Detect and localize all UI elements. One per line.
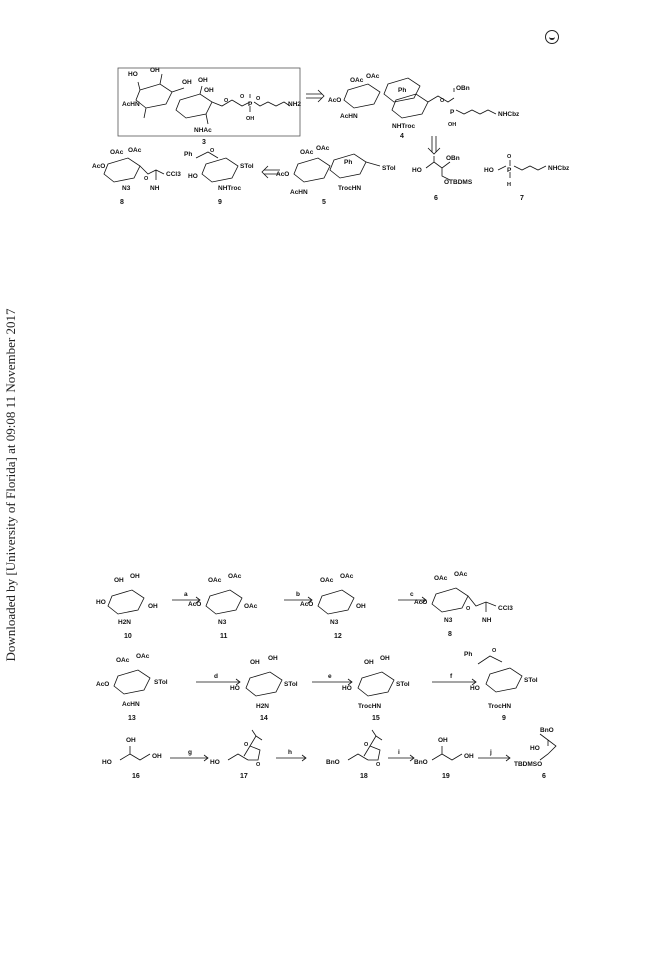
bb6-label-2: HO: [412, 167, 422, 174]
c11-label-4: N3: [218, 619, 227, 626]
c19-label-1: BnO: [414, 759, 428, 766]
c17-label-3: O: [256, 762, 261, 768]
target-number: 3: [202, 139, 206, 146]
c6-label-2: HO: [530, 745, 540, 752]
c11-label-5: OAc: [244, 603, 258, 610]
c6-label-3: TBDMSO: [514, 761, 543, 768]
c6-number: 6: [542, 773, 546, 780]
target-label-4: AcHN: [122, 101, 140, 108]
target-label-8: O: [224, 98, 229, 104]
bb7-label-1: HO: [484, 167, 494, 174]
target-label-11: OH: [246, 116, 255, 122]
step-f: f: [450, 673, 453, 680]
c11-number: 11: [220, 633, 228, 640]
target-label-6: OH: [204, 87, 214, 94]
bb8-label-1: OAc: [110, 149, 124, 156]
c8-label-1: OAc: [434, 575, 448, 582]
intermediate-label-9: P: [450, 109, 455, 116]
c18-number: 18: [360, 773, 368, 780]
retrosynthesis-scheme: [92, 60, 580, 215]
target-label-3: OH: [182, 79, 192, 86]
c15-label-1: OH: [364, 659, 374, 666]
target-label-12: O: [256, 96, 261, 102]
c9-number: 9: [502, 715, 506, 722]
c11-label-1: OAc: [208, 577, 222, 584]
c9-label-4: TrocHN: [488, 703, 512, 710]
c6-label-1: BnO: [540, 727, 554, 734]
bb6-number: 6: [434, 195, 438, 202]
intermediate-label-6: AcHN: [340, 113, 358, 120]
intermediate-label-5: OBn: [456, 85, 470, 92]
target-label-10: P: [248, 101, 253, 108]
intermediate-label-2: OAc: [366, 73, 380, 80]
intermediate-label-1: OAc: [350, 77, 364, 84]
c10-label-5: OH: [148, 603, 158, 610]
bb6-label-1: OBn: [446, 155, 460, 162]
c8-label-7: NH: [482, 617, 492, 624]
c16-label-1: HO: [102, 759, 112, 766]
c14-label-4: H2N: [256, 703, 270, 710]
c17-number: 17: [240, 773, 248, 780]
target-label-2: OH: [150, 67, 160, 74]
bb8-label-4: N3: [122, 185, 131, 192]
step-d: d: [214, 673, 218, 680]
disaccharide-label-3: AcO: [276, 171, 290, 178]
target-label-13: NH2: [288, 101, 302, 108]
c9-label-1: Ph: [464, 651, 473, 658]
disaccharide-label-2: OAc: [316, 145, 330, 152]
step-b: b: [296, 591, 300, 598]
c16-number: 16: [132, 773, 140, 780]
c8-label-3: AcO: [414, 599, 428, 606]
c10-label-4: H2N: [118, 619, 132, 626]
c13-number: 13: [128, 715, 136, 722]
c14-label-3: HO: [230, 685, 240, 692]
c11-label-3: AcO: [188, 601, 202, 608]
intermediate-number: 4: [400, 133, 404, 140]
c10-label-2: OH: [130, 573, 140, 580]
step-e: e: [328, 673, 332, 680]
intermediate-label-8: O: [440, 98, 445, 104]
c16-label-3: OH: [152, 753, 162, 760]
c10-number: 10: [124, 633, 132, 640]
c18-label-1: BnO: [326, 759, 340, 766]
step-i: i: [398, 749, 400, 756]
c15-label-4: TrocHN: [358, 703, 382, 710]
publisher-logo-icon: [545, 30, 559, 44]
c12-label-1: OAc: [320, 577, 334, 584]
c13-label-1: OAc: [116, 657, 130, 664]
c17-label-2: O: [244, 742, 249, 748]
bb7-label-2: P: [507, 167, 512, 174]
c12-label-5: OH: [356, 603, 366, 610]
bb8-label-7: NH: [150, 185, 160, 192]
disaccharide-label-6: TrocHN: [338, 185, 362, 192]
bb7-label-3: O: [507, 154, 512, 160]
c15-label-5: STol: [396, 681, 410, 688]
intermediate-label-10: OH: [448, 122, 457, 128]
disaccharide-label-4: AcHN: [290, 189, 308, 196]
target-label-5: OH: [198, 77, 208, 84]
c8-label-5: O: [466, 606, 471, 612]
c10-label-1: OH: [114, 577, 124, 584]
c14-label-1: OH: [250, 659, 260, 666]
intermediate-label-3: AcO: [328, 97, 342, 104]
disaccharide-label-1: OAc: [300, 149, 314, 156]
c12-label-2: OAc: [340, 573, 354, 580]
bb9-label-4: NHTroc: [218, 185, 242, 192]
bb8-label-2: OAc: [128, 147, 142, 154]
c10-label-3: HO: [96, 599, 106, 606]
bb6-label-3: OTBDMS: [444, 179, 473, 186]
c13-label-2: OAc: [136, 653, 150, 660]
synthesis-scheme: [96, 560, 580, 800]
step-c: c: [410, 591, 414, 598]
disaccharide-number: 5: [322, 199, 326, 206]
bb9-label-3: HO: [188, 173, 198, 180]
c11-label-2: OAc: [228, 573, 242, 580]
c14-label-5: STol: [284, 681, 298, 688]
c9-label-3: HO: [470, 685, 480, 692]
c13-label-5: STol: [154, 679, 168, 686]
intermediate-label-7: NHTroc: [392, 123, 416, 130]
c9-label-5: STol: [524, 677, 538, 684]
c14-number: 14: [260, 715, 268, 722]
c18-label-3: O: [376, 762, 381, 768]
c19-number: 19: [442, 773, 450, 780]
c19-label-3: OH: [464, 753, 474, 760]
bb8-label-3: AcO: [92, 163, 106, 170]
c15-label-2: OH: [380, 655, 390, 662]
step-h: h: [288, 749, 292, 756]
bb7-number: 7: [520, 195, 524, 202]
c13-label-3: AcO: [96, 681, 110, 688]
bb9-label-1: Ph: [184, 151, 193, 158]
c12-label-4: N3: [330, 619, 339, 626]
c9-label-2: O: [492, 648, 497, 654]
c8-number: 8: [448, 631, 452, 638]
c18-label-2: O: [364, 742, 369, 748]
disaccharide-label-7: STol: [382, 165, 396, 172]
c12-label-3: AcO: [300, 601, 314, 608]
c12-number: 12: [334, 633, 342, 640]
target-box: [118, 68, 300, 136]
c8-label-2: OAc: [454, 571, 468, 578]
bb7-label-5: NHCbz: [548, 165, 570, 172]
target-label-7: NHAc: [194, 127, 212, 134]
step-j: j: [490, 749, 492, 756]
c13-label-4: AcHN: [122, 701, 140, 708]
target-label-1: HO: [128, 71, 138, 78]
bb9-number: 9: [218, 199, 222, 206]
disaccharide-label-5: Ph: [344, 159, 353, 166]
c8-label-6: CCl3: [498, 605, 513, 612]
c16-label-2: OH: [126, 737, 136, 744]
c19-label-2: OH: [438, 737, 448, 744]
bb9-label-5: STol: [240, 163, 254, 170]
c15-number: 15: [372, 715, 380, 722]
c15-label-3: HO: [342, 685, 352, 692]
intermediate-label-11: NHCbz: [498, 111, 520, 118]
bb8-label-5: O: [144, 176, 149, 182]
download-note-text: Downloaded by [University of Florida] at 09:08 11 November 2017: [3, 308, 18, 662]
bb8-number: 8: [120, 199, 124, 206]
intermediate-label-4: Ph: [398, 87, 407, 94]
c17-label-1: HO: [210, 759, 220, 766]
c8-label-4: N3: [444, 617, 453, 624]
step-a: a: [184, 591, 188, 598]
target-label-9: O: [240, 94, 245, 100]
c14-label-2: OH: [268, 655, 278, 662]
bb7-label-4: H: [507, 182, 511, 188]
step-g: g: [188, 749, 192, 756]
bb8-label-6: CCl3: [166, 171, 181, 178]
download-note: [4, 300, 18, 670]
bb9-label-2: O: [210, 148, 215, 154]
